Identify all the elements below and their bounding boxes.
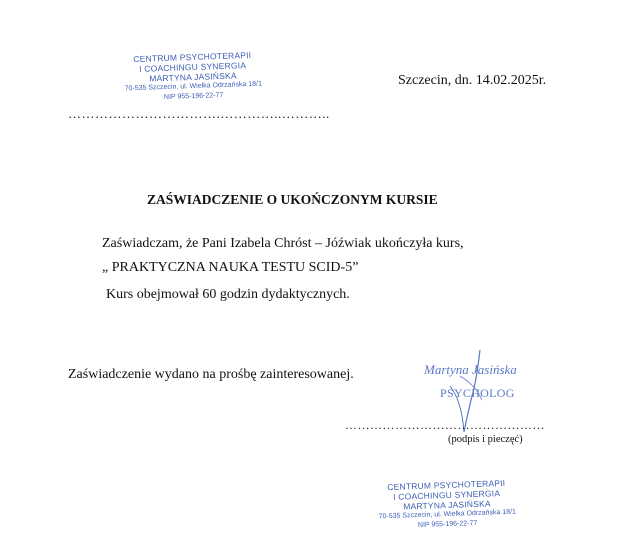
document-title: ZAŚWIADCZENIE O UKOŃCZONYM KURSIE — [147, 192, 438, 207]
signature-role: PSYCHOLOG — [440, 386, 515, 400]
stamp-address: 70-535 Szczecin, ul. Wielka Odrzańska 18/1 — [378, 508, 517, 521]
dotted-line-top: …………………………….…………..……….. — [68, 106, 330, 121]
body-line-3: Kurs obejmował 60 godzin dydaktycznych. — [106, 287, 350, 302]
company-stamp-bottom — [371, 477, 523, 532]
stamp-address: 70-535 Szczecin, ul. Wielka Odrzańska 18/1 — [124, 80, 263, 93]
signature-caption: (podpis i pieczęć) — [448, 434, 523, 445]
issued-note: Zaświadczenie wydano na prośbę zainteresowanej. — [68, 367, 354, 382]
company-stamp-top — [117, 49, 269, 104]
body-line-2: „ PRAKTYCZNA NAUKA TESTU SCID-5” — [102, 260, 359, 275]
stamp-line: I COACHINGU SYNERGIA — [139, 60, 247, 74]
stamp-line: MARTYNA JASIŃSKA — [403, 498, 491, 512]
stamp-nip: NIP 955-196-22-77 — [417, 519, 478, 530]
place-date: Szczecin, dn. 14.02.2025r. — [398, 73, 547, 88]
stamp-line: CENTRUM PSYCHOTERAPII — [387, 477, 506, 493]
stamp-nip: NIP 955-196-22-77 — [163, 91, 224, 102]
stamp-line: CENTRUM PSYCHOTERAPII — [133, 49, 252, 65]
body-line-1: Zaświadczam, że Pani Izabela Chróst – Jóźwiak ukończyła kurs, — [102, 236, 464, 251]
stamp-line: I COACHINGU SYNERGIA — [393, 488, 501, 502]
stamp-line: MARTYNA JASIŃSKA — [149, 70, 237, 84]
signature-name: Martyna Jasińska — [424, 362, 517, 377]
signature-dotted-line: ………………………………………… — [345, 418, 545, 432]
